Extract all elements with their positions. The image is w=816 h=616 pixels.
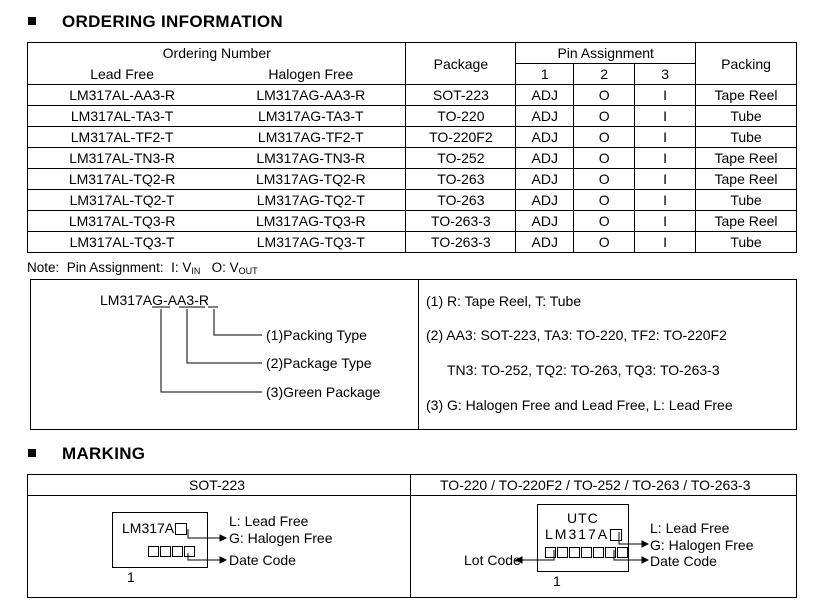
explanation-package-2: TN3: TO-252, TQ2: TO-263, TQ3: TO-263-3 (447, 362, 720, 378)
to220-arrows (514, 530, 649, 568)
arrow-icon (220, 557, 226, 563)
header-pin-3: 3 (635, 64, 696, 85)
ordering-table (27, 42, 797, 253)
to220-lead-free: L: Lead Free (650, 520, 730, 536)
arrow-icon (642, 557, 648, 563)
table-cell-package: TO-252 (406, 148, 516, 169)
table-cell-p3: I (635, 106, 696, 127)
table-cell-packing: Tape Reel (696, 169, 797, 190)
table-cell-lead-free: LM317AL-TQ2-T (28, 190, 217, 211)
table-cell-halogen-free: LM317AG-TQ3-R (216, 211, 406, 232)
sot223-chip-text: LM317A (122, 520, 188, 536)
explanation-green: (3) G: Halogen Free and Lead Free, L: Lead Free (426, 397, 733, 413)
table-row (28, 127, 797, 148)
table-cell-halogen-free: LM317AG-TQ3-T (216, 232, 406, 253)
table-cell-package: TO-220F2 (406, 127, 516, 148)
arrow-icon (220, 535, 226, 541)
table-cell-packing: Tube (696, 127, 797, 148)
table-cell-p3: I (635, 190, 696, 211)
table-row (28, 232, 797, 253)
table-cell-p2: O (574, 85, 635, 106)
note-vin-sub: IN (191, 266, 201, 276)
legend-package-type: (2)Package Type (266, 355, 372, 371)
to220-chip-text: LM317A (545, 526, 623, 542)
table-cell-halogen-free: LM317AG-TA3-T (216, 106, 406, 127)
table-cell-packing: Tape Reel (696, 85, 797, 106)
marking-heading (28, 444, 145, 464)
ordering-heading (28, 12, 283, 32)
decode-divider (418, 279, 419, 430)
part-code: LM317AG-AA3-R (100, 292, 209, 308)
table-cell-package: TO-263-3 (406, 232, 516, 253)
table-cell-p1: ADJ (516, 148, 574, 169)
package-type-leader (187, 309, 262, 363)
table-row (28, 85, 797, 106)
table-cell-p2: O (574, 127, 635, 148)
note-prefix: Note: Pin Assignment: I: V (27, 260, 192, 275)
table-cell-p3: I (635, 211, 696, 232)
table-row (28, 148, 797, 169)
table-cell-package: SOT-223 (406, 85, 516, 106)
table-cell-p2: O (574, 148, 635, 169)
to220-pin-1: 1 (553, 573, 561, 589)
table-cell-p1: ADJ (516, 211, 574, 232)
sot223-lead-free: L: Lead Free (229, 513, 309, 529)
table-cell-packing: Tube (696, 106, 797, 127)
table-cell-p2: O (574, 232, 635, 253)
table-cell-p1: ADJ (516, 85, 574, 106)
marking-header-line (27, 495, 797, 496)
table-cell-package: TO-263 (406, 190, 516, 211)
table-cell-halogen-free: LM317AG-TF2-T (216, 127, 406, 148)
packing-type-leader (214, 309, 262, 335)
marking-divider (410, 474, 411, 598)
table-cell-p1: ADJ (516, 190, 574, 211)
table-cell-halogen-free: LM317AG-AA3-R (216, 85, 406, 106)
table-cell-p1: ADJ (516, 127, 574, 148)
legend-green-package: (3)Green Package (266, 384, 381, 400)
table-cell-package: TO-263 (406, 169, 516, 190)
table-cell-packing: Tape Reel (696, 148, 797, 169)
square-bullet-icon (28, 449, 36, 457)
to220-lot-code: Lot Code (464, 552, 521, 568)
table-cell-lead-free: LM317AL-TN3-R (28, 148, 217, 169)
table-cell-p1: ADJ (516, 232, 574, 253)
header-pin-2: 2 (574, 64, 635, 85)
part-code-leader-lines (150, 305, 270, 400)
header-lead-free: Lead Free (28, 64, 217, 85)
table-row (28, 190, 797, 211)
to220-brand: UTC (567, 510, 599, 526)
marking-right-title: TO-220 / TO-220F2 / TO-252 / TO-263 / TO-263-3 (440, 477, 751, 493)
table-cell-p1: ADJ (516, 106, 574, 127)
marking-left-title: SOT-223 (189, 477, 246, 493)
table-cell-p3: I (635, 232, 696, 253)
arrow-icon (642, 541, 648, 547)
legend-packing-type: (1)Packing Type (266, 327, 367, 343)
table-cell-packing: Tube (696, 232, 797, 253)
table-row (28, 169, 797, 190)
to220-date-code: Date Code (650, 553, 717, 569)
explanation-package-1: (2) AA3: SOT-223, TA3: TO-220, TF2: TO-220F2 (426, 327, 727, 343)
table-row (28, 106, 797, 127)
marking-heading-text: MARKING (62, 444, 146, 463)
green-package-leader (161, 309, 262, 392)
table-cell-p3: I (635, 127, 696, 148)
table-cell-halogen-free: LM317AG-TN3-R (216, 148, 406, 169)
sot223-date-code: Date Code (229, 552, 296, 568)
table-cell-lead-free: LM317AL-TQ3-T (28, 232, 217, 253)
table-cell-p3: I (635, 169, 696, 190)
table-cell-package: TO-263-3 (406, 211, 516, 232)
table-cell-lead-free: LM317AL-AA3-R (28, 85, 217, 106)
ordering-heading-text: ORDERING INFORMATION (62, 12, 284, 31)
header-ordering-number: Ordering Number (28, 43, 406, 64)
table-cell-lead-free: LM317AL-TF2-T (28, 127, 217, 148)
note-vout-sub: OUT (238, 266, 258, 276)
sot223-halogen-free: G: Halogen Free (229, 530, 333, 546)
table-row (28, 211, 797, 232)
table-cell-halogen-free: LM317AG-TQ2-T (216, 190, 406, 211)
header-packing: Packing (696, 43, 797, 85)
table-cell-packing: Tube (696, 190, 797, 211)
header-halogen-free: Halogen Free (216, 64, 406, 85)
table-cell-packing: Tape Reel (696, 211, 797, 232)
header-pin-1: 1 (516, 64, 574, 85)
note-mid: O: V (200, 260, 239, 275)
table-cell-halogen-free: LM317AG-TQ2-R (216, 169, 406, 190)
table-cell-p2: O (574, 169, 635, 190)
header-pin-assignment: Pin Assignment (516, 43, 696, 64)
table-cell-lead-free: LM317AL-TQ2-R (28, 169, 217, 190)
table-cell-p3: I (635, 148, 696, 169)
table-cell-lead-free: LM317AL-TA3-T (28, 106, 217, 127)
sot223-arrows (186, 525, 231, 565)
explanation-packing: (1) R: Tape Reel, T: Tube (426, 293, 582, 309)
table-cell-p2: O (574, 106, 635, 127)
header-package: Package (406, 43, 516, 85)
table-cell-package: TO-220 (406, 106, 516, 127)
table-cell-p2: O (574, 211, 635, 232)
sot223-pin-1: 1 (127, 569, 135, 585)
square-bullet-icon (28, 17, 36, 25)
to220-halogen-free: G: Halogen Free (650, 537, 754, 553)
table-cell-p1: ADJ (516, 169, 574, 190)
table-cell-p2: O (574, 190, 635, 211)
table-cell-lead-free: LM317AL-TQ3-R (28, 211, 217, 232)
pin-assignment-note (27, 260, 258, 275)
table-cell-p3: I (635, 85, 696, 106)
